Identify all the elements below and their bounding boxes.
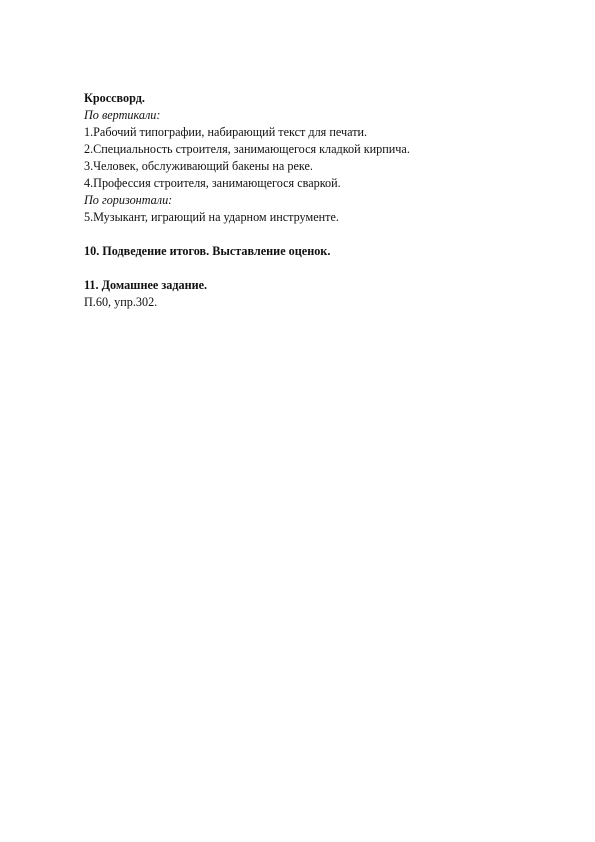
section-11-title: 11. Домашнее задание. [84, 278, 208, 292]
vertical-item-3: 3.Человек, обслуживающий бакены на реке. [84, 159, 313, 173]
document-page [84, 90, 524, 311]
vertical-item-4: 4.Профессия строителя, занимающегося сваркой. [84, 176, 341, 190]
horizontal-heading: По горизонтали: [84, 193, 173, 207]
vertical-heading: По вертикали: [84, 108, 161, 122]
vertical-item-2: 2.Специальность строителя, занимающегося кладкой кирпича. [84, 142, 410, 156]
vertical-item-1: 1.Рабочий типографии, набирающий текст для печати. [84, 125, 368, 139]
paragraph-gap [84, 260, 524, 277]
horizontal-item-5: 5.Музыкант, играющий на ударном инструменте. [84, 210, 339, 224]
section-10-title: 10. Подведение итогов. Выставление оценок. [84, 244, 331, 258]
crossword-title: Кроссворд. [84, 91, 145, 105]
paragraph-gap [84, 226, 524, 243]
homework-text: П.60, упр.302. [84, 295, 158, 309]
